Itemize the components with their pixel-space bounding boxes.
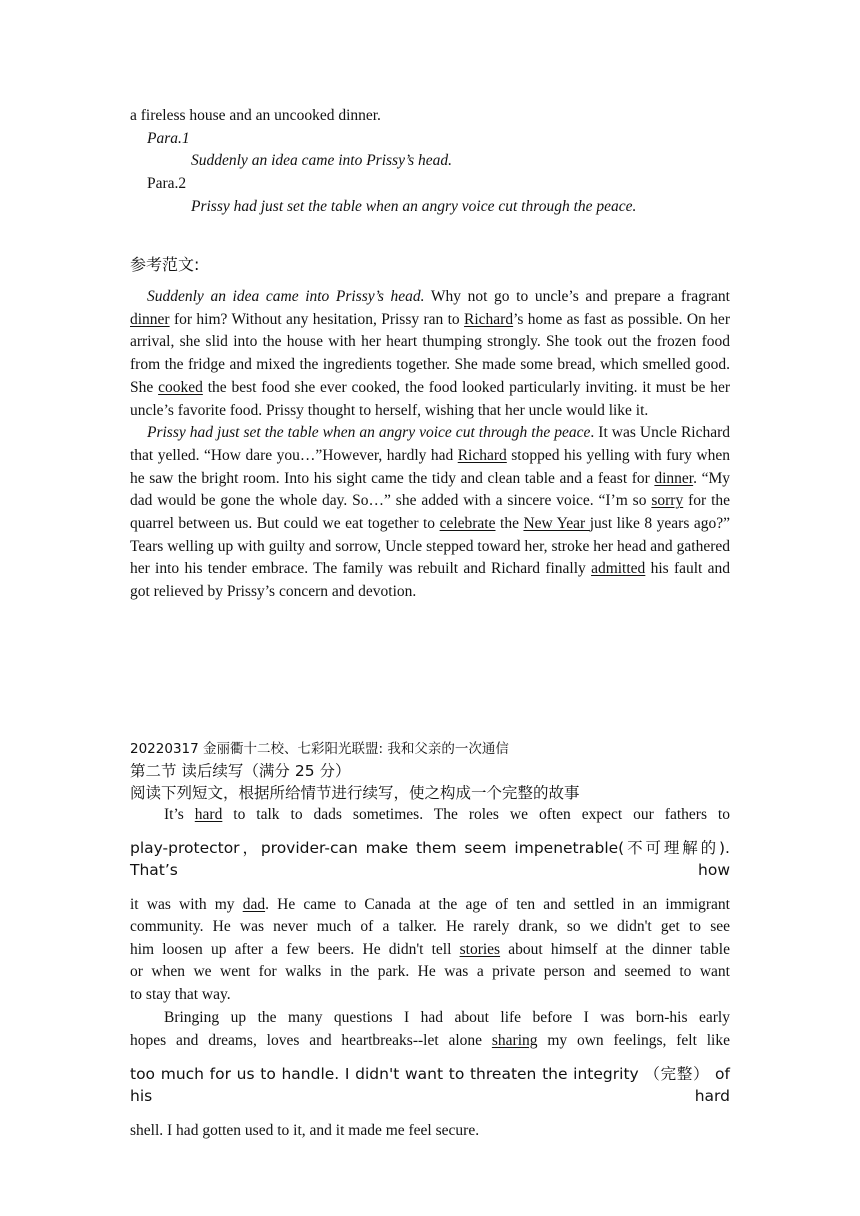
story-line: Bringing up the many questions I had about life before I was born-his early: [164, 1008, 730, 1026]
story-line: [130, 894, 730, 916]
story-text: about himself at the dinner table: [500, 940, 730, 958]
para1-prompt: Suddenly an idea came into Prissy’s head.: [191, 152, 453, 169]
underlined-word: admitted: [591, 560, 646, 578]
sample-p2-text-b: stopped his yelling with fury when he saw the bright room. Into his sight came the tidy and clean table and a feast for: [130, 446, 730, 487]
underlined-word: dad: [242, 896, 266, 913]
underlined-word: dinner: [130, 310, 170, 328]
story-line: [130, 804, 730, 826]
intro-line: a fireless house and an uncooked dinner.: [130, 107, 381, 124]
story-passage: [130, 804, 730, 1142]
instruction-line: 阅读下列短文，根据所给情节进行续写，使之构成一个完整的故事: [130, 784, 580, 802]
sample-p2-text-g: his fault and got relieved by Prissy’s concern and devotion.: [130, 560, 730, 601]
underlined-word: Richard: [457, 446, 507, 464]
sample-paragraph-2: [130, 422, 730, 604]
sample-p1-text-a: Why not go to uncle’s and prepare a fragrant: [424, 288, 730, 305]
story-line: community. He was never much of a talker. He rarely drank, so we didn't get to see: [130, 918, 730, 935]
para2-prompt: Prissy had just set the table when an angry voice cut through the peace.: [191, 198, 637, 215]
story-line: to stay that way.: [130, 986, 231, 1004]
sample-heading: 参考范文:: [130, 255, 200, 274]
story-line: [130, 939, 730, 962]
sample-p1-text-c: ’s home as fast as possible. On her arrival, she slid into the house with her heart thumping strongly. She took out the frozen food from the fridge and mixed the ingredients together. She made some bread, which smelled good. She: [130, 310, 730, 396]
story-text: to talk to dads sometimes. The roles we often expect our fathers to: [222, 806, 730, 823]
story-text: hopes and dreams, loves and heartbreaks--let alone: [130, 1031, 492, 1049]
story-line: play-protector，provider-can make them seem impenetrable(不可理解的). That’s how: [130, 839, 730, 879]
story-text: It’s: [164, 806, 195, 823]
story-text: my own feelings, felt like: [537, 1031, 730, 1049]
sample-p2-text-f: just like 8 years ago?” Tears welling up with guilty and sorrow, Uncle stepped toward her, stroke her head and gathered her into his tender embrace. The family was rebuilt and Richard finally: [130, 515, 730, 578]
underlined-word: hard: [194, 806, 223, 823]
underlined-word: sorry: [651, 492, 684, 510]
section-title: 第二节 读后续写（满分 25 分）: [130, 762, 351, 780]
sample-paragraph-1: [130, 286, 730, 422]
underlined-word: stories: [459, 940, 501, 958]
sample-p2-text-c: . “My dad would be gone the whole day. So…” she added with a sincere voice. “I’m so: [130, 469, 730, 510]
source-line: 20220317 金丽衢十二校、七彩阳光联盟: 我和父亲的一次通信: [130, 741, 509, 757]
sample-p2-text-d: for the quarrel between us. But could we eat together to: [130, 492, 730, 533]
story-text: . He came to Canada at the age of ten and settled in an immigrant: [265, 896, 730, 913]
para1-label: Para.1: [147, 130, 190, 147]
story-line: or when we went for walks in the park. He was a private person and seemed to want: [130, 963, 730, 981]
underlined-word: dinner: [654, 469, 694, 487]
sample-p1-lead: Suddenly an idea came into Prissy’s head.: [147, 288, 425, 305]
sample-p1-text-d: the best food she ever cooked, the food looked particularly inviting. it must be her uncle’s favorite food. Prissy thought to herself, wishing that her uncle would like it.: [130, 378, 730, 419]
underlined-word: celebrate: [439, 515, 496, 533]
story-line: [130, 1030, 730, 1053]
para2-label: Para.2: [147, 175, 187, 192]
story-line: shell. I had gotten used to it, and it made me feel secure.: [130, 1122, 480, 1140]
underlined-word: cooked: [158, 378, 203, 396]
story-text: him loosen up after a few beers. He didn't tell: [130, 940, 460, 958]
sample-p2-lead: Prissy had just set the table when an angry voice cut through the peace: [147, 424, 591, 442]
underlined-word: New Year: [523, 515, 590, 533]
underlined-word: Richard: [464, 310, 514, 328]
sample-p2-text-a: . It was Uncle Richard that yelled. “How dare you…”However, hardly had: [130, 424, 731, 464]
sample-p2-text-e: the: [495, 515, 524, 533]
sample-essay: [130, 286, 730, 604]
sample-p1-text-b: for him? Without any hesitation, Prissy ran to: [169, 310, 465, 328]
story-text: it was with my: [130, 896, 243, 913]
underlined-word: sharing: [491, 1031, 538, 1049]
story-line: too much for us to handle. I didn't want to threaten the integrity （完整） of his hard: [130, 1065, 730, 1106]
